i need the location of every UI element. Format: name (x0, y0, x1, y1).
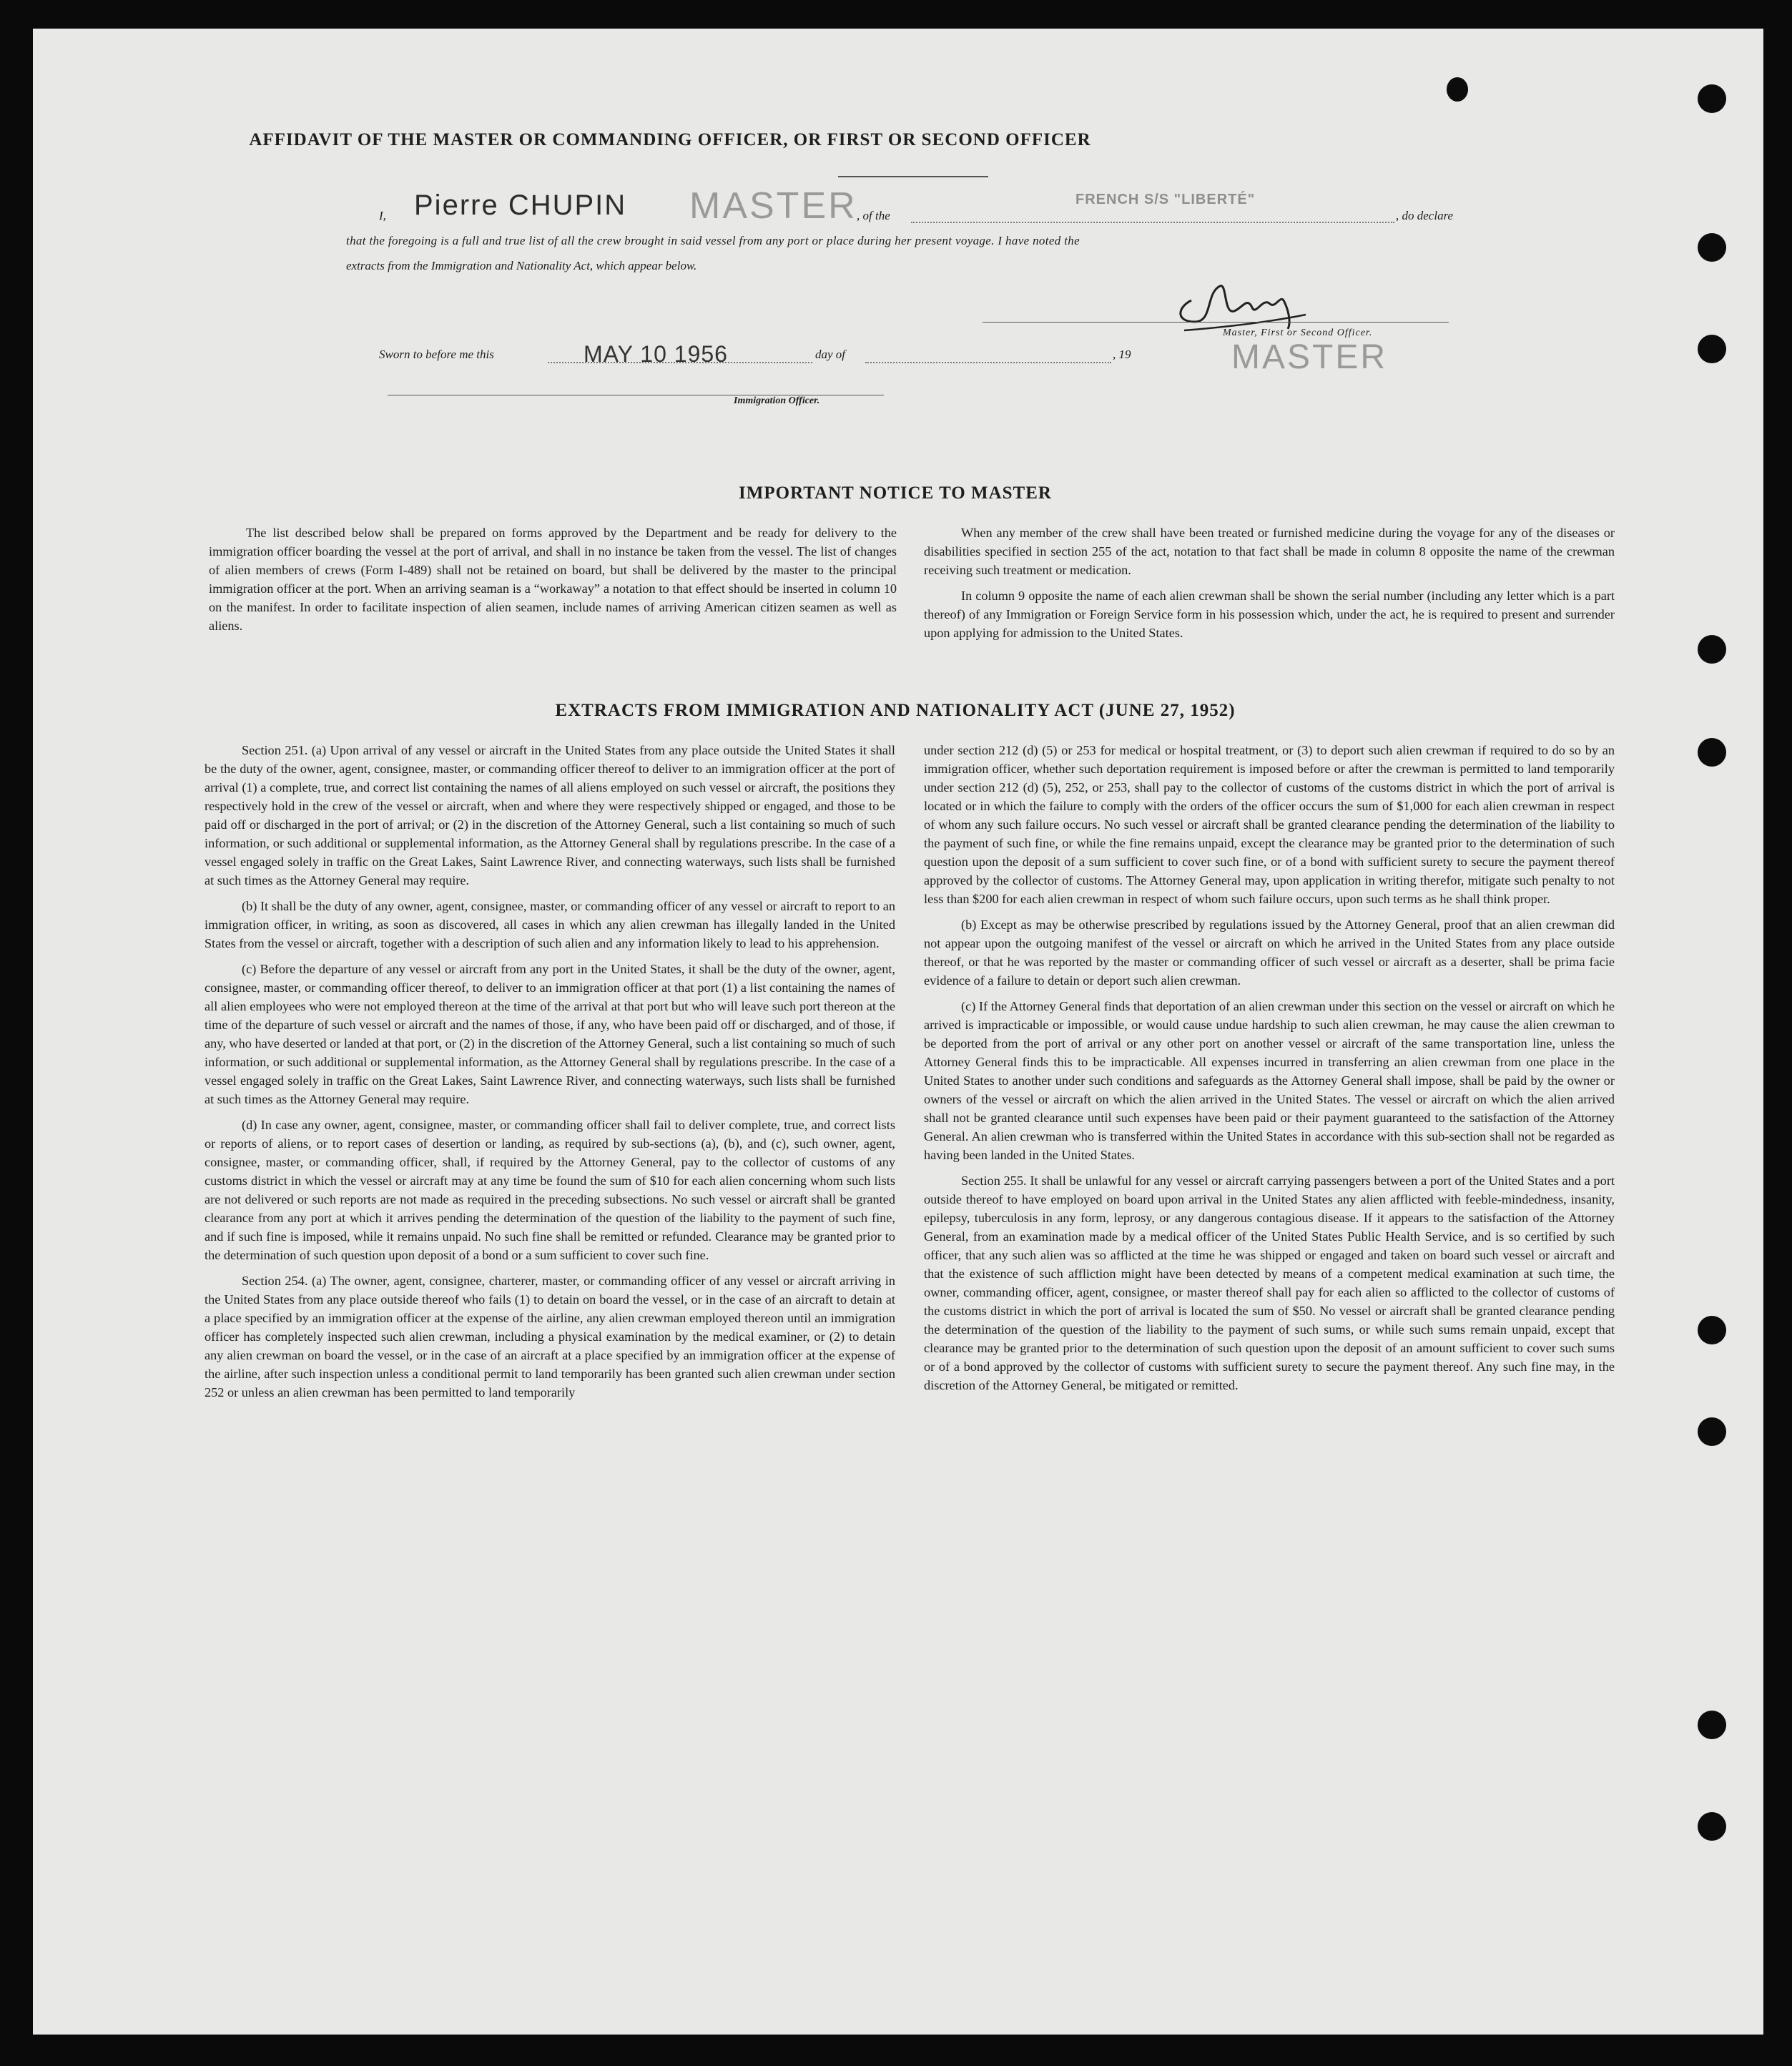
month-line (865, 362, 1111, 363)
sworn-date-stamp: MAY 10 1956 (584, 341, 728, 367)
punch-hole (1698, 635, 1726, 664)
punch-hole (1698, 233, 1726, 262)
declaration-line-2: extracts from the Immigration and Nationality Act, which appear below. (346, 259, 697, 272)
signature-caption: Master, First or Second Officer. (1223, 328, 1373, 338)
punch-hole (1698, 1711, 1726, 1739)
extracts-title: EXTRACTS FROM IMMIGRATION AND NATIONALITY ACT (JUNE 27, 1952) (555, 701, 1236, 720)
act-section: (c) Before the departure of any vessel or aircraft from any port in the United States, it shall be the duty of the owner, agent, consignee, master, or commanding officer thereof, to deliver to an immigration officer at that port (1) a list containing the names of all alien employees who were not employed thereon at the time of the arrival at that port but who will leave such port thereon at the time of the departure of such vessel or aircraft and the names of those, if any, who have been paid off or discharged, and of those, if any, who have deserted or landed at that port, or (2) in the discretion of the Attorney General, such a list containing so much of such information, or such additional or supplemental information, as the Attorney General shall by regulations prescribe. In the case of a vessel engaged solely in traffic on the Great Lakes, Saint Lawrence River, and connecting waterways, such lists shall be furnished at such times as the Attorney General may require. (205, 962, 895, 1106)
vessel-stamp: FRENCH S/S "LIBERTÉ" (1075, 192, 1256, 207)
title-rule (838, 176, 988, 177)
officer-caption: Immigration Officer. (734, 395, 820, 406)
act-section: (c) If the Attorney General finds that deportation of an alien crewman under this section on the vessel or aircraft on which he arrived is impracticable or impossible, or would cause undue hardship to such alien crewman, he may cause the alien crewman to be deported from the port of arrival or any other port on another vessel or aircraft of the same transportation line, unless the Attorney General finds this to be impracticable. All expenses incurred in transferring an alien crewman from one place in the United States to another under such conditions and safeguards as the Attorney General shall impose, shall be paid by the owner or owners of the vessel or aircraft on which the alien arrived in the United States. The vessel or aircraft on which the alien arrived shall not be granted clearance until such expenses have been paid or their payment guaranteed to the satisfaction of the Attorney General. An alien crewman who is transferred within the United States in accordance with this sub-section shall not be regarded as having been landed in the United States. (924, 999, 1615, 1162)
of-the-label: , of the (857, 209, 890, 222)
notice-left-column (209, 523, 897, 642)
vessel-line (911, 222, 1394, 223)
do-declare-label: , do declare (1396, 209, 1454, 222)
sworn-label: Sworn to before me this (379, 348, 494, 361)
affidavit-title: AFFIDAVIT OF THE MASTER OR COMMANDING OFFICER, OR FIRST OR SECOND OFFICER (249, 130, 1091, 149)
signature-line (983, 322, 1449, 323)
punch-hole (1698, 738, 1726, 767)
day-of-label: day of (815, 348, 846, 361)
act-section: Section 255. It shall be unlawful for any vessel or aircraft carrying passengers between a port of the United States and a port outside thereof to have employed on board upon arrival in the United States any alien afflicted with feeble-mindedness, insanity, epilepsy, tuberculosis in any form, leprosy, or any dangerous contagious disease. If it appears to the satisfaction of the Attorney General, from an examination made by a medical officer of the United States Public Health Service, and is so certified by such officer, that any such alien was so afflicted at the time he was shipped or engaged and taken on board such vessel or aircraft and that the existence of such affliction might have been detected by means of a competent medical examination at such time, the owner, commanding officer, agent, consignee, or master thereof shall pay for each alien so afflicted to the collector of customs of the customs district in which the port of arrival is located the sum of $50. No vessel or aircraft shall be granted clearance pending the determination of the question of the liability to the payment of such sums, or while such sums remain unpaid, except that clearance may be granted prior to the determination of such question upon the deposit of an amount sufficient to cover such sums or of a bond approved by the collector of customs with sufficient surety to secure the payment thereof. Any such fine may, in the discretion of the Attorney General, be mitigated or remitted. (924, 1174, 1615, 1392)
crew-master-name-stamp: Pierre CHUPIN (414, 190, 627, 221)
punch-hole (1698, 1812, 1726, 1841)
act-section: (b) Except as may be otherwise prescribed by regulations issued by the Attorney General, proof that an alien crewman did not appear upon the outgoing manifest of the vessel or aircraft on which he arrived in the United States from any place outside thereof, or that he was reported by the master or commanding officer of such vessel or aircraft as a deserter, shall be prima facie evidence of a failure to detain or deport such alien crewman. (924, 918, 1615, 988)
act-section: Section 254. (a) The owner, agent, consignee, charterer, master, or commanding officer of any vessel or aircraft arriving in the United States from any place outside thereof who fails (1) to detain on board the vessel, or in the case of an aircraft to detain at a place specified by an immigration officer at the expense of the airline, any alien crewman employed thereon until an immigration officer has completely inspected such alien crewman, including a physical examination by the medical examiner, or (2) to detain any alien crewman on board the vessel, or in the case of an aircraft at a place specified by an immigration officer at the expense of the airline, after such inspection unless a conditional permit to land temporarily has been granted such alien crewman under section 252 or unless an alien crewman has been permitted to land temporarily (205, 1274, 895, 1400)
punch-hole (1698, 84, 1726, 113)
declaration-line-1: that the foregoing is a full and true list of all the crew brought in said vessel from any port or place during her present voyage. I have noted the (346, 234, 1080, 247)
notice-paragraph: When any member of the crew shall have been treated or furnished medicine during the voyage for any of the diseases or disabilities specified in section 255 of the act, notation to that fact shall be made in column 8 opposite the name of the crewman receiving such treatment or medication. (924, 526, 1615, 577)
notice-paragraph: In column 9 opposite the name of each alien crewman shall be shown the serial number (including any letter which is a part thereof) of any Immigration or Foreign Service form in his possession which, under the act, he is required to present and surrender upon applying for admission to the United States. (924, 589, 1615, 640)
extracts-left-column (205, 741, 895, 1409)
act-section: under section 212 (d) (5) or 253 for medical or hospital treatment, or (3) to deport such alien crewman if required to do so by an immigration officer, whether such deportation requirement is imposed before or after the crewman is permitted to land temporarily under section 212 (d) (5), 252, or 253, shall pay to the collector of customs of the customs district in which the port of arrival is located or in which the failure to comply with the orders of the officer occurs the sum of $1,000 for each alien crewman in respect of whom any such failure occurs. No such vessel or aircraft shall be granted clearance pending the determination of the liability to the payment of such fine, or while the fine remains unpaid, except the clearance may be granted prior to the determination of such question upon the deposit of a sum sufficient to cover such fine, or of a bond with sufficient surety to secure the payment thereof approved by the collector of customs. The Attorney General may, upon application in writing therefor, mitigate such penalty to not less than $200 for each alien crewman in respect of whom such failure occurs, upon such terms as he shall think proper. (924, 743, 1615, 906)
act-section: (b) It shall be the duty of any owner, agent, consignee, master, or commanding officer of any vessel or aircraft to report to an immigration officer, in writing, as soon as discovered, all cases in which any alien crewman has illegally landed in the United States from the vessel or aircraft, together with a description of such alien and any information likely to lead to his apprehension. (205, 899, 895, 950)
notice-right-column (924, 523, 1615, 649)
document-page (33, 29, 1763, 2035)
act-section: Section 251. (a) Upon arrival of any vessel or aircraft in the United States from any place outside the United States it shall be the duty of the owner, agent, consignee, master, or commanding officer thereof to deliver to an immigration officer at the port of arrival (1) a complete, true, and correct list containing the names of all aliens employed on such vessel or aircraft, the positions they respectively hold in the crew of the vessel or aircraft, when and where they were respectively shipped or engaged, and those to be paid off or discharged in the port of arrival; or (2) in the discretion of the Attorney General, such a list containing so much of such information, or such additional or supplemental information, as the Attorney General shall by regulations prescribe. In the case of a vessel engaged solely in traffic on the Great Lakes, Saint Lawrence River, and connecting waterways, such lists shall be furnished at such times as the Attorney General may require. (205, 743, 895, 887)
rank-stamp: MASTER (689, 185, 857, 227)
punch-hole (1447, 77, 1468, 102)
act-section: (d) In case any owner, agent, consignee, master, or commanding officer shall fail to deliver complete, true, and correct lists or reports of aliens, or to report cases of desertion or landing, as required by sub-sections (a), (b), and (c), such owner, agent, consignee, master, or commanding officer, shall, if required by the Attorney General, pay to the collector of customs of any customs district in which the vessel or aircraft may at any time be found the sum of $10 for each alien concerning whom such lists are not delivered or such reports are not made as required in the preceding subsections. No such vessel or aircraft shall be granted clearance from any port at which it arrives pending the determination of the question of the liability to the payment of such fine, and if such fine is imposed, while it remains unpaid. No such fine shall be remitted or refunded. Clearance may be granted prior to the determination of such question upon deposit of a bond or a sum sufficient to cover such fine. (205, 1118, 895, 1262)
notice-title: IMPORTANT NOTICE TO MASTER (739, 483, 1052, 503)
extracts-right-column (924, 741, 1615, 1402)
master-stamp: MASTER (1231, 338, 1388, 376)
punch-hole (1698, 335, 1726, 363)
year-label: , 19 (1113, 348, 1131, 361)
punch-hole (1698, 1316, 1726, 1344)
i-label: I, (379, 209, 386, 222)
punch-hole (1698, 1417, 1726, 1446)
notice-paragraph: The list described below shall be prepared on forms approved by the Department and be ready for delivery to the immigration officer boarding the vessel at the port of arrival, and shall in no instance be taken from the vessel. The list of changes of alien members of crews (Form I-489) shall not be retained on board, but shall be delivered by the master to the principal immigration officer at the port. When an arriving seaman is a “workaway” a notation to that effect should be inserted in column 10 on the manifest. In order to facilitate inspection of alien seamen, include names of arriving American citizen seamen as well as aliens. (209, 526, 897, 633)
